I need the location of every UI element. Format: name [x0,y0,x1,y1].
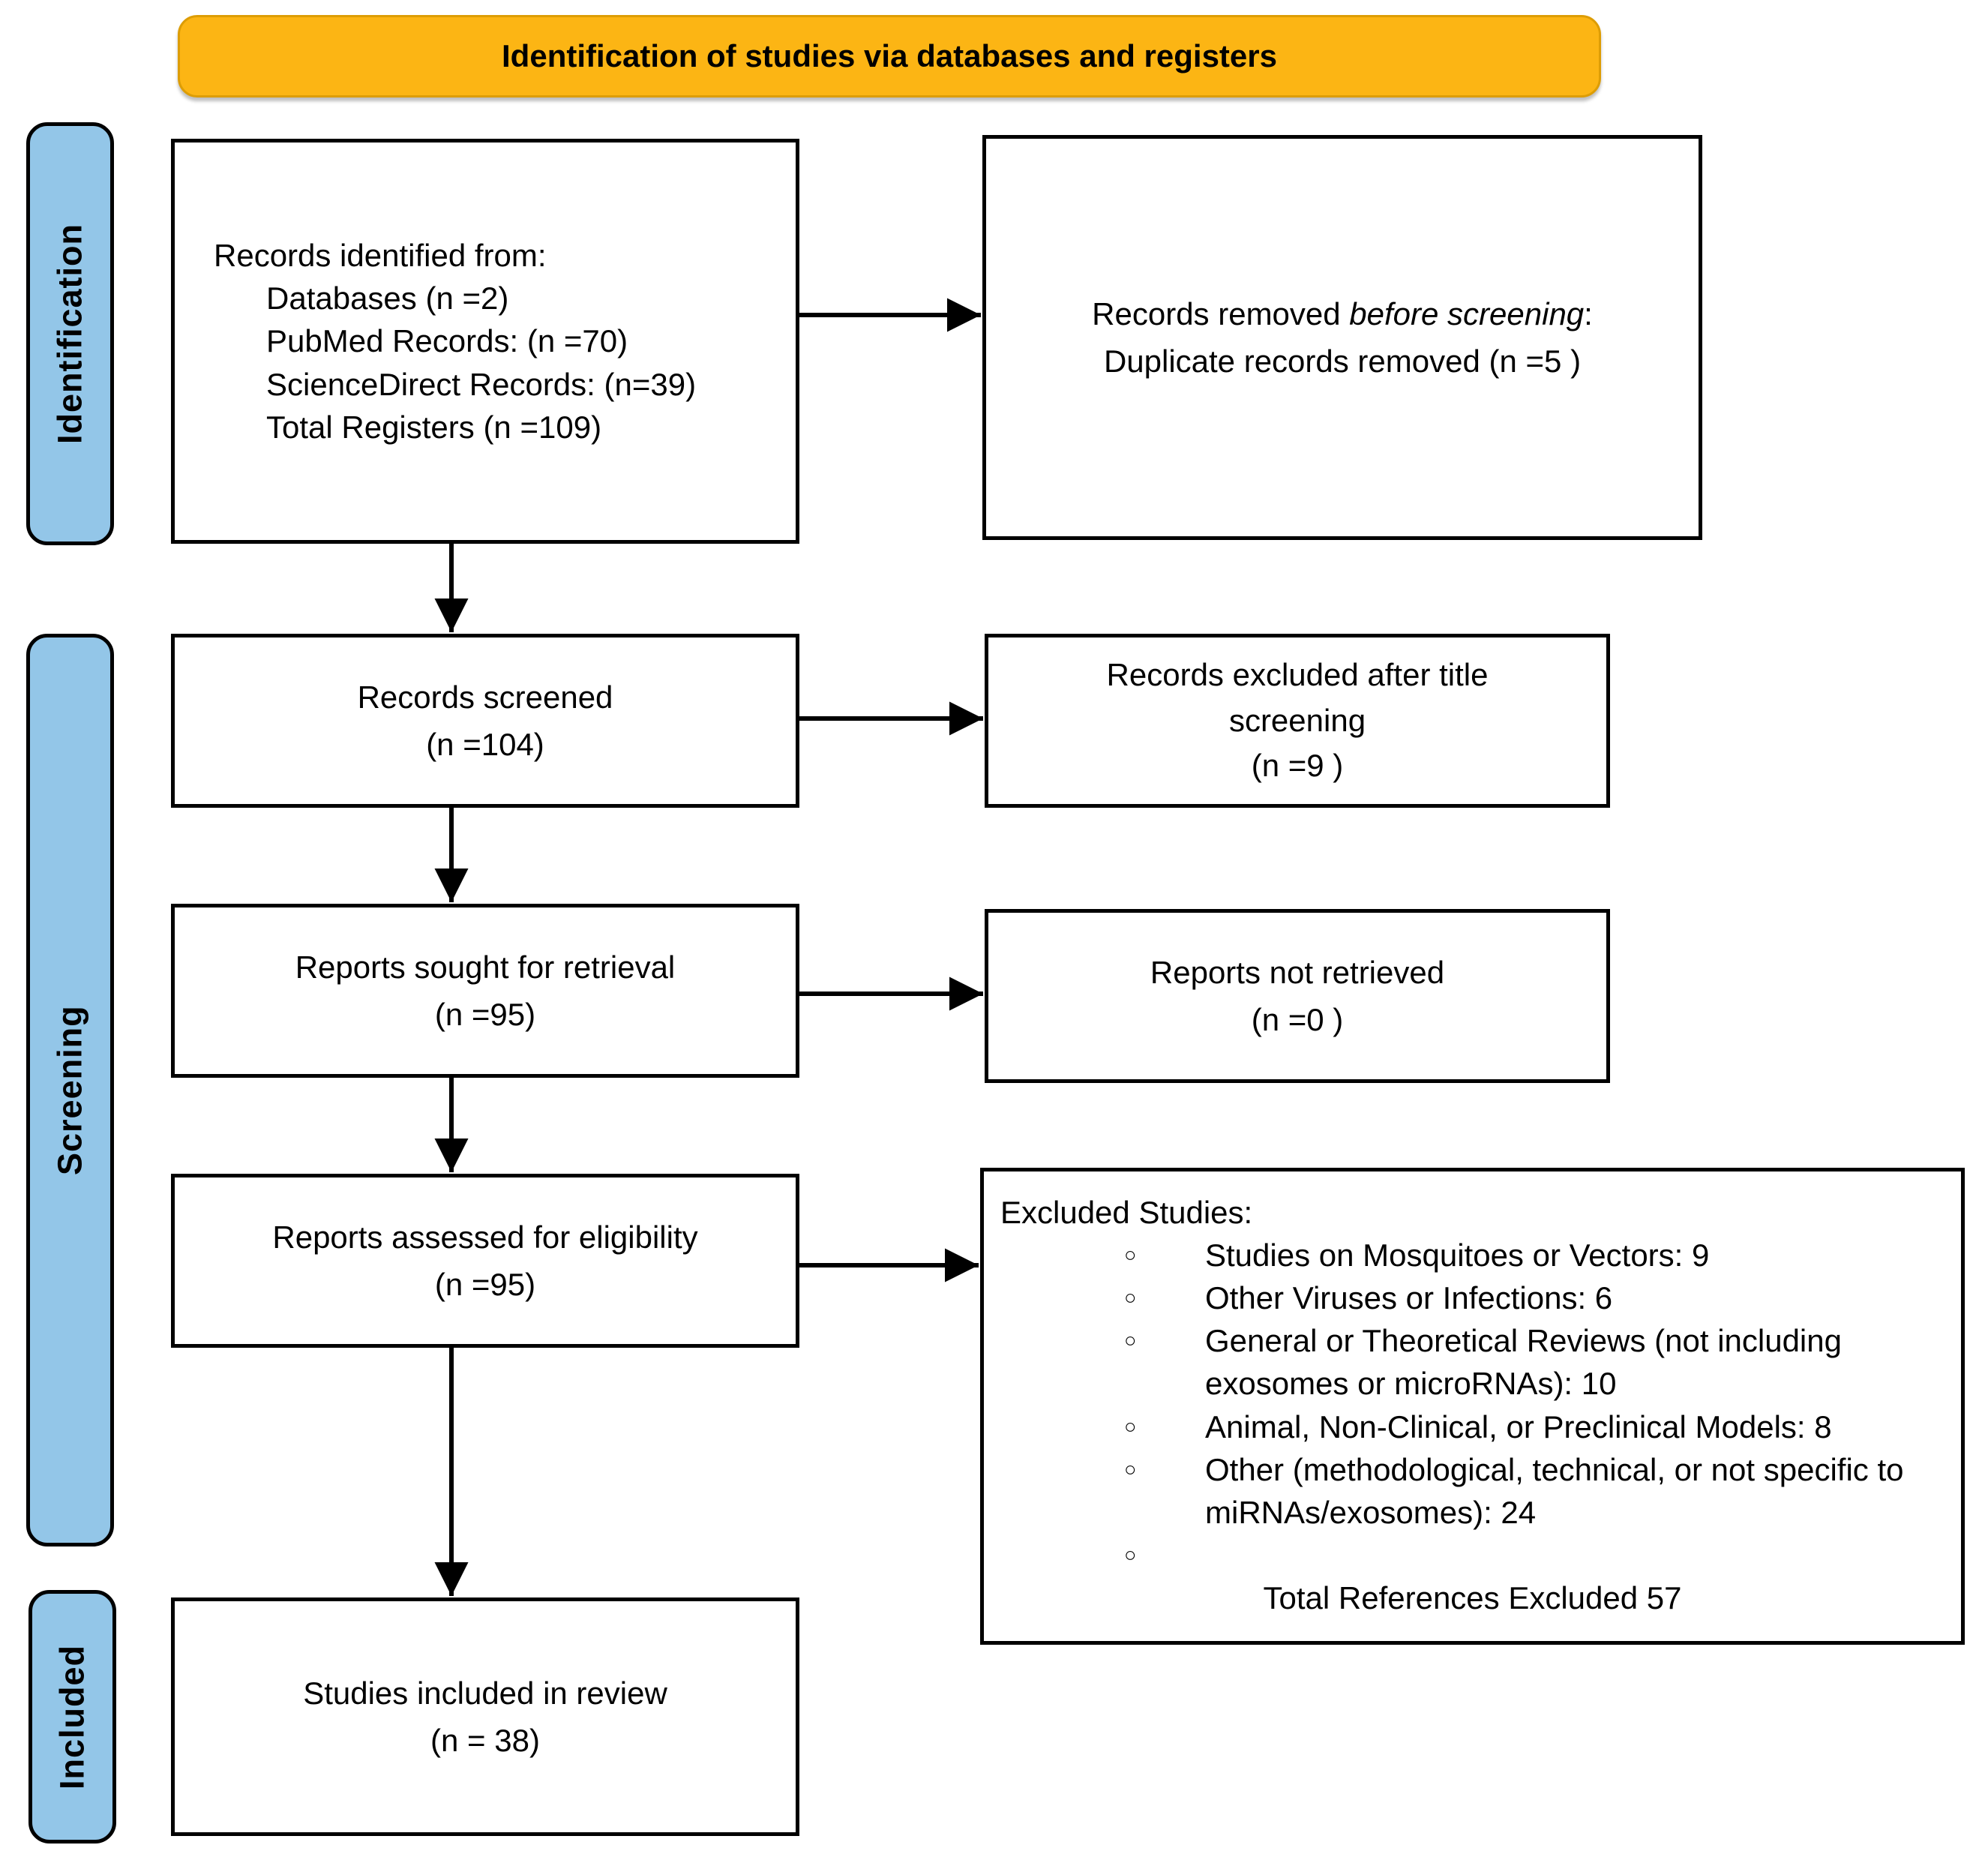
excluded-studies-bullet-text: General or Theoretical Reviews (not including exosomes or microRNAs): 10 [1205,1323,1842,1402]
box-reports-assessed [171,1174,799,1348]
stage-label-identification-text: Identification [50,224,89,444]
excluded-studies-title: Excluded Studies: [1000,1195,1253,1230]
box-records-screened [171,634,799,808]
excluded-studies-bullet [1000,1448,1945,1534]
bullet-circle-icon: ○ [1124,1244,1137,1267]
box-reports-sought [171,904,799,1078]
bullet-circle-icon: ○ [1124,1329,1137,1352]
banner [178,15,1601,98]
box-records-identified [171,139,799,544]
studies-included-line2: (n = 38) [430,1723,540,1758]
excluded-studies-bullet-text [1205,1534,1945,1576]
excluded-studies-bullet [1000,1234,1945,1276]
reports-sought-line2: (n =95) [434,997,536,1032]
records-identified-line: PubMed Records: (n =70) [266,323,628,359]
reports-not-retrieved-line1: Reports not retrieved [1150,955,1445,990]
stage-label-included-text: Included [52,1644,91,1790]
reports-sought-line1: Reports sought for retrieval [295,950,676,985]
bullet-circle-icon: ○ [1124,1543,1137,1566]
box-reports-not-retrieved [985,909,1610,1083]
excluded-studies-bullet-text: Animal, Non-Clinical, or Preclinical Models: 8 [1205,1408,1832,1444]
records-identified-line: Databases (n =2) [266,280,509,316]
records-excluded-line1: Records excluded after title [1106,656,1489,692]
box-records-removed [982,135,1702,540]
stage-label-included [28,1590,116,1844]
excluded-studies-bullet-text: Other (methodological, technical, or not specific to miRNAs/exosomes): 24 [1205,1451,1904,1530]
records-removed-prefix: Records removed [1092,296,1350,332]
records-removed-suffix: : [1584,296,1593,332]
excluded-studies-bullet [1000,1276,1945,1319]
bullet-circle-icon: ○ [1124,1457,1137,1480]
excluded-studies-bullet-text: Other Viruses or Infections: 6 [1205,1280,1613,1316]
records-removed-line2: Duplicate records removed (n =5 ) [1103,344,1582,379]
records-screened-line1: Records screened [357,680,613,715]
box-records-excluded-title [985,634,1610,808]
records-identified-line: Records identified from: [214,238,547,274]
box-excluded-studies [980,1168,1965,1645]
records-screened-line2: (n =104) [426,727,544,762]
records-removed-line1 [986,290,1699,338]
stage-label-screening-text: Screening [50,1005,89,1175]
excluded-studies-bullet-empty [1000,1534,1945,1576]
stage-label-screening [26,634,114,1546]
excluded-studies-bullet [1000,1319,1945,1405]
reports-not-retrieved-line2: (n =0 ) [1251,1002,1344,1037]
excluded-studies-total: Total References Excluded 57 [1263,1580,1682,1616]
bullet-circle-icon: ○ [1124,1414,1137,1438]
bullet-circle-icon: ○ [1124,1286,1137,1310]
banner-title: Identification of studies via databases and registers [502,38,1277,74]
records-identified-line: ScienceDirect Records: (n=39) [266,366,697,402]
stage-label-identification [26,122,114,545]
reports-assessed-line2: (n =95) [434,1267,536,1302]
studies-included-line1: Studies included in review [303,1676,667,1711]
excluded-studies-bullet [1000,1406,1945,1448]
records-removed-italic: before screening [1349,296,1585,332]
box-studies-included [171,1598,799,1836]
reports-assessed-line1: Reports assessed for eligibility [272,1220,698,1255]
records-identified-line: Total Registers (n =109) [266,409,602,445]
records-excluded-line3: (n =9 ) [1251,748,1344,784]
records-excluded-line2: screening [1228,702,1366,738]
excluded-studies-bullet-text: Studies on Mosquitoes or Vectors: 9 [1205,1238,1710,1274]
